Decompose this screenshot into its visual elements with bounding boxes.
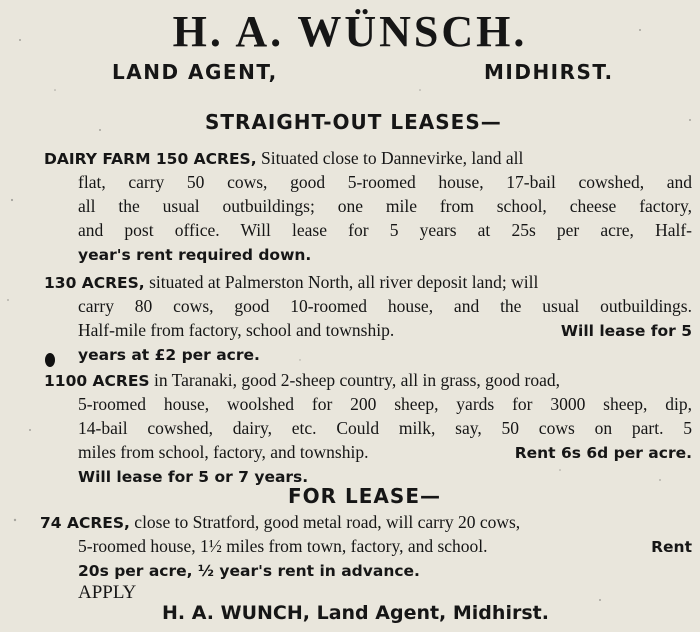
listing-1100-acres-line-3: 14-bail cowshed, dairy, etc. Could milk, say, 50 cows on part. 5 (78, 418, 692, 438)
listing-1100-acres-lead: 1100 ACRES (44, 372, 150, 390)
listing-dairy-farm-line-5: year's rent required down. (78, 246, 312, 264)
listing-1100-acres-line-1 (44, 370, 692, 391)
listing-1100-acres-line-2: 5-roomed house, woolshed for 200 sheep, yards for 3000 sheep, dip, (78, 394, 692, 414)
listing-dairy-farm-line-2: flat, carry 50 cows, good 5-roomed house, 17-bail cowshed, and (78, 172, 692, 192)
signature-line: H. A. WUNCH, Land Agent, Midhirst. (162, 602, 549, 624)
listing-1100-acres-rent: Rent 6s 6d per acre. (514, 444, 692, 462)
listing-74-acres-terms: 20s per acre, ½ year's rent in advance. (78, 562, 420, 580)
apply-label: APPLY (78, 582, 137, 603)
listing-130-acres-rent: years at £2 per acre. (78, 346, 260, 364)
listing-130-acres-line-3 (78, 320, 692, 341)
listing-74-acres-lead: 74 ACRES, (40, 514, 130, 532)
listing-1100-acres-text-1: in Taranaki, good 2-sheep country, all in grass, good road, (153, 370, 561, 390)
listing-1100-acres-text-4: miles from school, factory, and township. (78, 442, 369, 462)
listing-dairy-farm-text-1: Situated close to Dannevirke, land all (260, 148, 524, 168)
listing-74-acres-line-1 (40, 512, 692, 533)
listing-dairy-farm-line-1 (44, 148, 692, 169)
listing-130-acres-text-3: Half-mile from factory, school and township. (78, 320, 395, 340)
advertiser-name-title: H. A. WÜNSCH. (172, 7, 528, 56)
listing-dairy-farm-line-4: and post office. Will lease for 5 years at 25s per acre, Half- (78, 220, 692, 240)
listing-74-acres-text-2: 5-roomed house, 1½ miles from town, factory, and school. (78, 536, 488, 556)
listing-dairy-farm-line-3: all the usual outbuildings; one mile from school, cheese factory, (78, 196, 692, 216)
listing-dairy-farm-lead: DAIRY FARM 150 ACRES, (44, 150, 257, 168)
listing-74-acres-text-1: close to Stratford, good metal road, will carry 20 cows, (134, 512, 521, 532)
listing-1100-acres-line-4 (78, 442, 692, 463)
listing-130-acres-text-1: situated at Palmerston North, all river deposit land; will (149, 272, 539, 292)
section-heading-for-lease: FOR LEASE— (288, 484, 441, 508)
listing-130-acres-terms: Will lease for 5 (560, 322, 692, 340)
listing-130-acres-line-1 (44, 272, 692, 293)
listing-130-acres-lead: 130 ACRES, (44, 274, 145, 292)
listing-130-acres-line-2: carry 80 cows, good 10-roomed house, and the usual outbuildings. (78, 296, 692, 316)
ink-blot (45, 353, 55, 367)
listing-74-acres-rent-label: Rent (651, 538, 692, 556)
listing-1100-acres-terms: Will lease for 5 or 7 years. (78, 468, 309, 486)
section-heading-straight-out-leases: STRAIGHT-OUT LEASES— (205, 110, 502, 134)
advertiser-location: MIDHIRST. (484, 60, 614, 84)
advertiser-occupation: LAND AGENT, (112, 60, 278, 84)
listing-74-acres-line-2 (78, 536, 692, 557)
